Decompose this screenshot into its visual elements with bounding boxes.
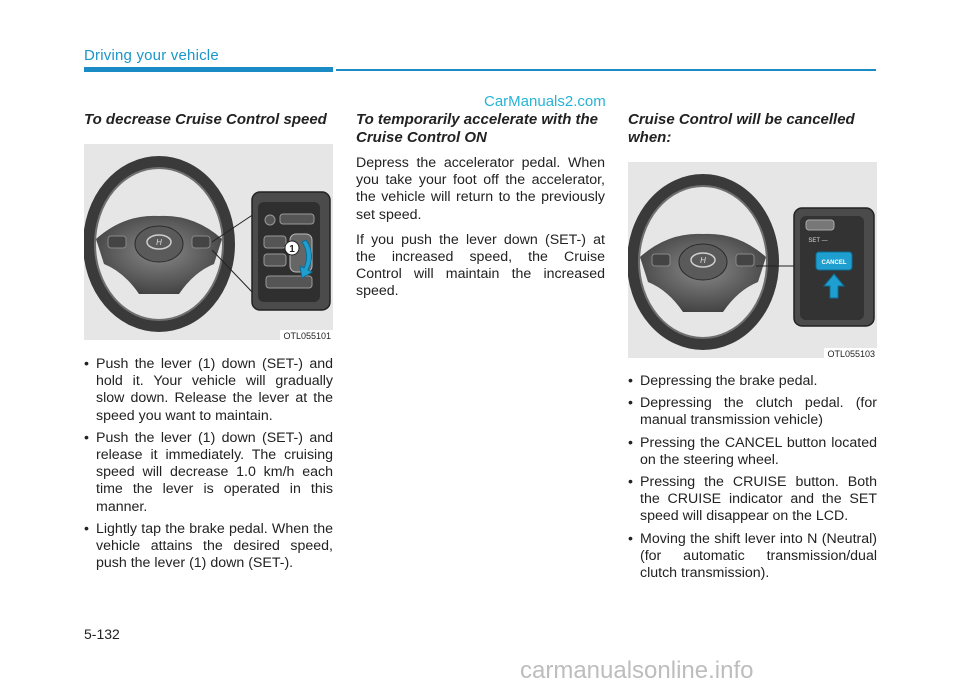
figure-caption: OTL055103 <box>824 348 877 358</box>
page-number: 5-132 <box>84 626 120 642</box>
steering-wheel-cancel-diagram-icon <box>628 162 877 358</box>
steering-wheel-cruise-lever-diagram-icon <box>84 144 333 340</box>
header-rule-thin <box>336 69 876 71</box>
set-label: SET — <box>808 238 828 244</box>
svg-text:H: H <box>700 256 706 265</box>
list-item: • Push the lever (1) down (SET-) and hold it. Your vehicle will gradually slow down. Release the lever at the speed you want to maintain. <box>84 356 333 425</box>
paragraph: Depress the accelerator pedal. When you take your foot off the accelerator, the vehicle will return to the previously set speed. <box>356 155 605 223</box>
watermark-top: CarManuals2.com <box>484 93 606 110</box>
callout-number: 1 <box>289 244 295 255</box>
column-cancelled-when <box>628 111 877 587</box>
heading-temporarily-accelerate: To temporarily accelerate with the Cruise Control ON <box>356 111 599 146</box>
list-item: • Moving the shift lever into N (Neutral) (for automatic transmission/dual clutch transmission). <box>628 531 877 583</box>
heading-cancelled-when: Cruise Control will be cancelled when: <box>628 111 855 146</box>
list-item: • Lightly tap the brake pedal. When the vehicle attains the desired speed, push the lever (1) down (SET-). <box>84 521 333 573</box>
watermark-bottom: carmanualsonline.info <box>520 657 754 684</box>
paragraph: If you push the lever down (SET-) at the increased speed, the Cruise Control will maintain the increased speed. <box>356 231 605 300</box>
column-temporarily-accelerate <box>356 111 605 301</box>
list-item: • Push the lever (1) down (SET-) and release it immediately. The cruising speed will decrease 1.0 km/h each time the lever is operated in this manner. <box>84 430 333 516</box>
header-rule-thick <box>84 67 333 72</box>
list-item: • Depressing the clutch pedal. (for manual transmission vehicle) <box>628 395 877 429</box>
list-item: • Depressing the brake pedal. <box>628 373 877 390</box>
list-item: • Pressing the CANCEL button located on the steering wheel. <box>628 435 877 469</box>
list-item: • Pressing the CRUISE button. Both the CRUISE indicator and the SET speed will disappear on the LCD. <box>628 474 877 526</box>
list-decrease-speed <box>84 356 333 572</box>
heading-decrease-speed: To decrease Cruise Control speed <box>84 111 327 128</box>
figure-caption: OTL055101 <box>280 330 333 340</box>
column-decrease-speed <box>84 111 333 577</box>
svg-text:H: H <box>156 238 162 247</box>
figure-steering-lever <box>84 144 333 340</box>
section-title: Driving your vehicle <box>84 47 219 64</box>
list-cancelled-when <box>628 373 877 582</box>
figure-cancel-button <box>628 162 877 358</box>
cancel-label: CANCEL <box>821 260 847 266</box>
